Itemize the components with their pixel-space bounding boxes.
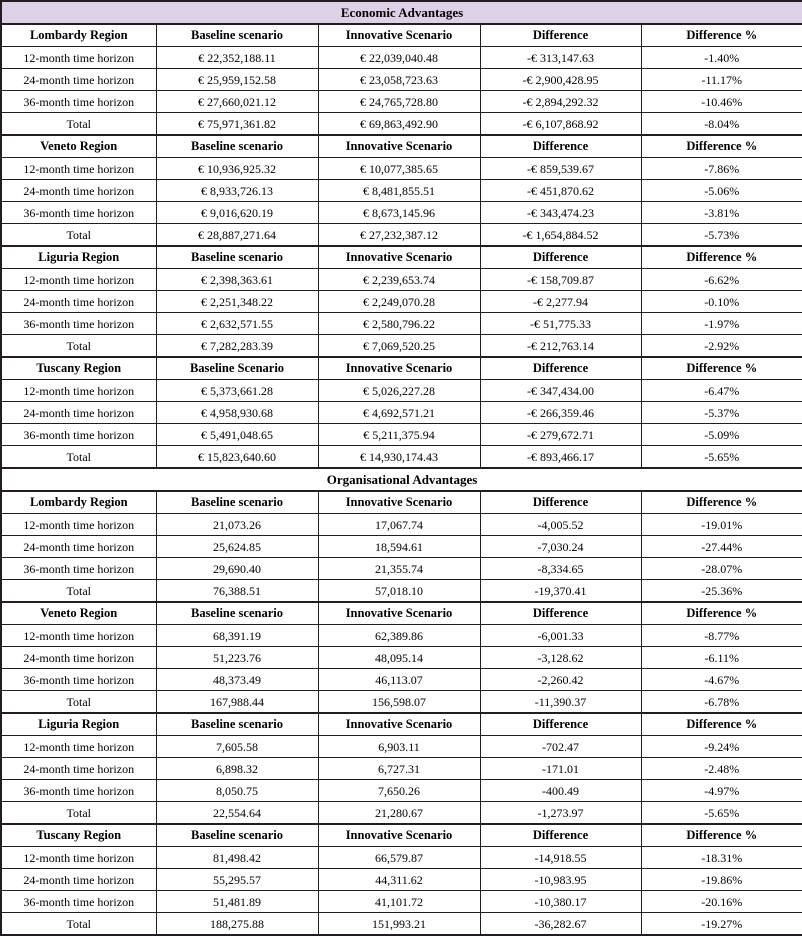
value-cell: -€ 6,107,868.92 [480,113,641,136]
row-label-cell: 12-month time horizon [1,158,156,180]
table-row [1,224,802,247]
value-cell: -5.06% [641,180,802,202]
table-row [1,558,802,580]
row-label-cell: 12-month time horizon [1,847,156,869]
value-cell: -6.11% [641,647,802,669]
column-header-cell: Baseline Scenario [156,357,318,380]
value-cell: 57,018.10 [318,580,480,603]
value-cell: € 22,039,040.48 [318,47,480,69]
table-row [1,647,802,669]
value-cell: 25,624.85 [156,536,318,558]
row-label-cell: 24-month time horizon [1,869,156,891]
value-cell: € 15,823,640.60 [156,446,318,469]
value-cell: -3.81% [641,202,802,224]
value-cell: 6,898.32 [156,758,318,780]
value-cell: -6.78% [641,691,802,714]
region-name-cell: Veneto Region [1,602,156,625]
region-name-cell: Liguria Region [1,713,156,736]
value-cell: € 10,077,385.65 [318,158,480,180]
row-label-cell: Total [1,113,156,136]
value-cell: 188,275.88 [156,913,318,936]
table-row [1,913,802,936]
region-header-row [1,713,802,736]
column-header-cell: Difference % [641,491,802,514]
value-cell: € 2,632,571.55 [156,313,318,335]
table-row [1,69,802,91]
table-row [1,780,802,802]
column-header-cell: Baseline scenario [156,713,318,736]
value-cell: € 7,069,520.25 [318,335,480,358]
column-header-cell: Baseline scenario [156,602,318,625]
value-cell: -4.97% [641,780,802,802]
value-cell: -19.86% [641,869,802,891]
value-cell: -6.47% [641,380,802,402]
value-cell: € 27,660,021.12 [156,91,318,113]
column-header-cell: Innovative Scenario [318,602,480,625]
value-cell: 8,050.75 [156,780,318,802]
table-row [1,313,802,335]
advantages-table-body [1,1,802,935]
table-row [1,202,802,224]
value-cell: -2,260.42 [480,669,641,691]
value-cell: 48,095.14 [318,647,480,669]
value-cell: € 5,373,661.28 [156,380,318,402]
region-name-cell: Liguria Region [1,246,156,269]
value-cell: -€ 1,654,884.52 [480,224,641,247]
value-cell: -8,334.65 [480,558,641,580]
value-cell: € 14,930,174.43 [318,446,480,469]
value-cell: -€ 347,434.00 [480,380,641,402]
region-header-row [1,357,802,380]
table-row [1,536,802,558]
column-header-cell: Baseline scenario [156,246,318,269]
value-cell: € 9,016,620.19 [156,202,318,224]
column-header-cell: Difference [480,713,641,736]
table-row [1,113,802,136]
value-cell: 6,903.11 [318,736,480,758]
value-cell: 22,554.64 [156,802,318,825]
value-cell: € 23,058,723.63 [318,69,480,91]
row-label-cell: Total [1,224,156,247]
value-cell: € 22,352,188.11 [156,47,318,69]
value-cell: € 27,232,387.12 [318,224,480,247]
value-cell: -5.37% [641,402,802,424]
row-label-cell: 36-month time horizon [1,558,156,580]
column-header-cell: Difference % [641,824,802,847]
value-cell: -20.16% [641,891,802,913]
value-cell: -6,001.33 [480,625,641,647]
column-header-cell: Difference % [641,357,802,380]
region-header-row [1,491,802,514]
column-header-cell: Difference % [641,246,802,269]
column-header-cell: Difference % [641,24,802,47]
value-cell: -€ 313,147.63 [480,47,641,69]
value-cell: -1,273.97 [480,802,641,825]
table-row [1,380,802,402]
value-cell: 62,389.86 [318,625,480,647]
row-label-cell: 24-month time horizon [1,758,156,780]
value-cell: -€ 343,474.23 [480,202,641,224]
table-row [1,291,802,313]
row-label-cell: Total [1,691,156,714]
row-label-cell: 12-month time horizon [1,47,156,69]
region-name-cell: Tuscany Region [1,824,156,847]
value-cell: 29,690.40 [156,558,318,580]
table-row [1,335,802,358]
table-row [1,91,802,113]
value-cell: € 2,398,363.61 [156,269,318,291]
value-cell: 151,993.21 [318,913,480,936]
table-row [1,847,802,869]
row-label-cell: 24-month time horizon [1,536,156,558]
column-header-cell: Difference [480,24,641,47]
column-header-cell: Baseline scenario [156,491,318,514]
column-header-cell: Innovative Scenario [318,24,480,47]
row-label-cell: 12-month time horizon [1,269,156,291]
region-name-cell: Lombardy Region [1,491,156,514]
value-cell: 6,727.31 [318,758,480,780]
table-row [1,424,802,446]
row-label-cell: 12-month time horizon [1,380,156,402]
table-row [1,580,802,603]
value-cell: -9.24% [641,736,802,758]
value-cell: -171.01 [480,758,641,780]
value-cell: -0.10% [641,291,802,313]
value-cell: -€ 451,870.62 [480,180,641,202]
value-cell: € 69,863,492.90 [318,113,480,136]
column-header-cell: Innovative Scenario [318,135,480,158]
value-cell: -2.92% [641,335,802,358]
value-cell: -14,918.55 [480,847,641,869]
value-cell: -8.77% [641,625,802,647]
value-cell: 55,295.57 [156,869,318,891]
value-cell: 7,650.26 [318,780,480,802]
row-label-cell: Total [1,913,156,936]
row-label-cell: 24-month time horizon [1,180,156,202]
column-header-cell: Difference [480,246,641,269]
column-header-cell: Difference [480,357,641,380]
value-cell: -5.73% [641,224,802,247]
value-cell: -€ 2,900,428.95 [480,69,641,91]
value-cell: 76,388.51 [156,580,318,603]
value-cell: -10.46% [641,91,802,113]
table-row [1,514,802,536]
row-label-cell: 24-month time horizon [1,291,156,313]
table-row [1,446,802,469]
value-cell: € 8,673,145.96 [318,202,480,224]
value-cell: € 5,491,048.65 [156,424,318,446]
value-cell: -6.62% [641,269,802,291]
value-cell: -€ 893,466.17 [480,446,641,469]
value-cell: 66,579.87 [318,847,480,869]
value-cell: -36,282.67 [480,913,641,936]
row-label-cell: 12-month time horizon [1,625,156,647]
row-label-cell: 12-month time horizon [1,514,156,536]
value-cell: -€ 51,775.33 [480,313,641,335]
region-header-row [1,602,802,625]
column-header-cell: Baseline scenario [156,824,318,847]
value-cell: -11,390.37 [480,691,641,714]
value-cell: € 4,958,930.68 [156,402,318,424]
table-row [1,736,802,758]
column-header-cell: Difference [480,491,641,514]
value-cell: -4.67% [641,669,802,691]
value-cell: 81,498.42 [156,847,318,869]
value-cell: € 5,211,375.94 [318,424,480,446]
value-cell: -7,030.24 [480,536,641,558]
table-row [1,625,802,647]
value-cell: € 10,936,925.32 [156,158,318,180]
value-cell: 21,355.74 [318,558,480,580]
value-cell: -702.47 [480,736,641,758]
table-row [1,869,802,891]
value-cell: 51,481.89 [156,891,318,913]
value-cell: 46,113.07 [318,669,480,691]
column-header-cell: Innovative Scenario [318,713,480,736]
row-label-cell: Total [1,335,156,358]
row-label-cell: 12-month time horizon [1,736,156,758]
column-header-cell: Innovative Scenario [318,246,480,269]
row-label-cell: Total [1,802,156,825]
row-label-cell: Total [1,580,156,603]
value-cell: -19.27% [641,913,802,936]
value-cell: € 25,959,152.58 [156,69,318,91]
column-header-cell: Innovative Scenario [318,491,480,514]
column-header-cell: Difference % [641,602,802,625]
column-header-cell: Difference [480,602,641,625]
value-cell: -25.36% [641,580,802,603]
value-cell: 21,073.26 [156,514,318,536]
row-label-cell: Total [1,446,156,469]
value-cell: € 28,887,271.64 [156,224,318,247]
column-header-cell: Baseline scenario [156,24,318,47]
value-cell: € 2,249,070.28 [318,291,480,313]
column-header-cell: Innovative Scenario [318,357,480,380]
column-header-cell: Baseline scenario [156,135,318,158]
value-cell: -5.65% [641,446,802,469]
value-cell: -19.01% [641,514,802,536]
value-cell: -€ 2,894,292.32 [480,91,641,113]
value-cell: -€ 2,277.94 [480,291,641,313]
value-cell: -1.97% [641,313,802,335]
value-cell: 7,605.58 [156,736,318,758]
value-cell: -€ 266,359.46 [480,402,641,424]
column-header-cell: Difference [480,135,641,158]
section-title: Economic Advantages [1,1,802,24]
value-cell: -€ 279,672.71 [480,424,641,446]
value-cell: € 2,580,796.22 [318,313,480,335]
column-header-cell: Difference % [641,135,802,158]
value-cell: -2.48% [641,758,802,780]
table-row [1,180,802,202]
region-name-cell: Lombardy Region [1,24,156,47]
table-row [1,669,802,691]
table-row [1,269,802,291]
region-header-row [1,135,802,158]
row-label-cell: 24-month time horizon [1,402,156,424]
value-cell: -3,128.62 [480,647,641,669]
value-cell: -5.65% [641,802,802,825]
value-cell: € 8,933,726.13 [156,180,318,202]
row-label-cell: 36-month time horizon [1,891,156,913]
row-label-cell: 24-month time horizon [1,69,156,91]
region-header-row [1,824,802,847]
value-cell: € 75,971,361.82 [156,113,318,136]
value-cell: 41,101.72 [318,891,480,913]
value-cell: -400.49 [480,780,641,802]
value-cell: -28.07% [641,558,802,580]
value-cell: -€ 859,539.67 [480,158,641,180]
value-cell: -7.86% [641,158,802,180]
value-cell: 48,373.49 [156,669,318,691]
table-row [1,802,802,825]
row-label-cell: 36-month time horizon [1,424,156,446]
value-cell: € 24,765,728.80 [318,91,480,113]
value-cell: 21,280.67 [318,802,480,825]
value-cell: 68,391.19 [156,625,318,647]
region-name-cell: Tuscany Region [1,357,156,380]
row-label-cell: 36-month time horizon [1,669,156,691]
value-cell: -18.31% [641,847,802,869]
row-label-cell: 36-month time horizon [1,313,156,335]
value-cell: 156,598.07 [318,691,480,714]
value-cell: -1.40% [641,47,802,69]
table-row [1,758,802,780]
column-header-cell: Innovative Scenario [318,824,480,847]
region-name-cell: Veneto Region [1,135,156,158]
value-cell: € 2,251,348.22 [156,291,318,313]
value-cell: 44,311.62 [318,869,480,891]
row-label-cell: 24-month time horizon [1,647,156,669]
value-cell: 167,988.44 [156,691,318,714]
value-cell: € 4,692,571.21 [318,402,480,424]
table-row [1,402,802,424]
region-header-row [1,24,802,47]
table-row [1,47,802,69]
value-cell: -€ 212,763.14 [480,335,641,358]
row-label-cell: 36-month time horizon [1,202,156,224]
region-header-row [1,246,802,269]
value-cell: € 8,481,855.51 [318,180,480,202]
value-cell: 17,067.74 [318,514,480,536]
table-row [1,158,802,180]
value-cell: -10,983.95 [480,869,641,891]
table-row [1,691,802,714]
value-cell: -11.17% [641,69,802,91]
value-cell: -5.09% [641,424,802,446]
value-cell: 51,223.76 [156,647,318,669]
value-cell: -€ 158,709.87 [480,269,641,291]
section-title: Organisational Advantages [1,468,802,491]
value-cell: -27.44% [641,536,802,558]
value-cell: € 2,239,653.74 [318,269,480,291]
column-header-cell: Difference % [641,713,802,736]
row-label-cell: 36-month time horizon [1,780,156,802]
value-cell: € 5,026,227.28 [318,380,480,402]
value-cell: 18,594.61 [318,536,480,558]
row-label-cell: 36-month time horizon [1,91,156,113]
value-cell: -10,380.17 [480,891,641,913]
value-cell: -19,370.41 [480,580,641,603]
value-cell: € 7,282,283.39 [156,335,318,358]
column-header-cell: Difference [480,824,641,847]
table-row [1,891,802,913]
value-cell: -4,005.52 [480,514,641,536]
value-cell: -8.04% [641,113,802,136]
